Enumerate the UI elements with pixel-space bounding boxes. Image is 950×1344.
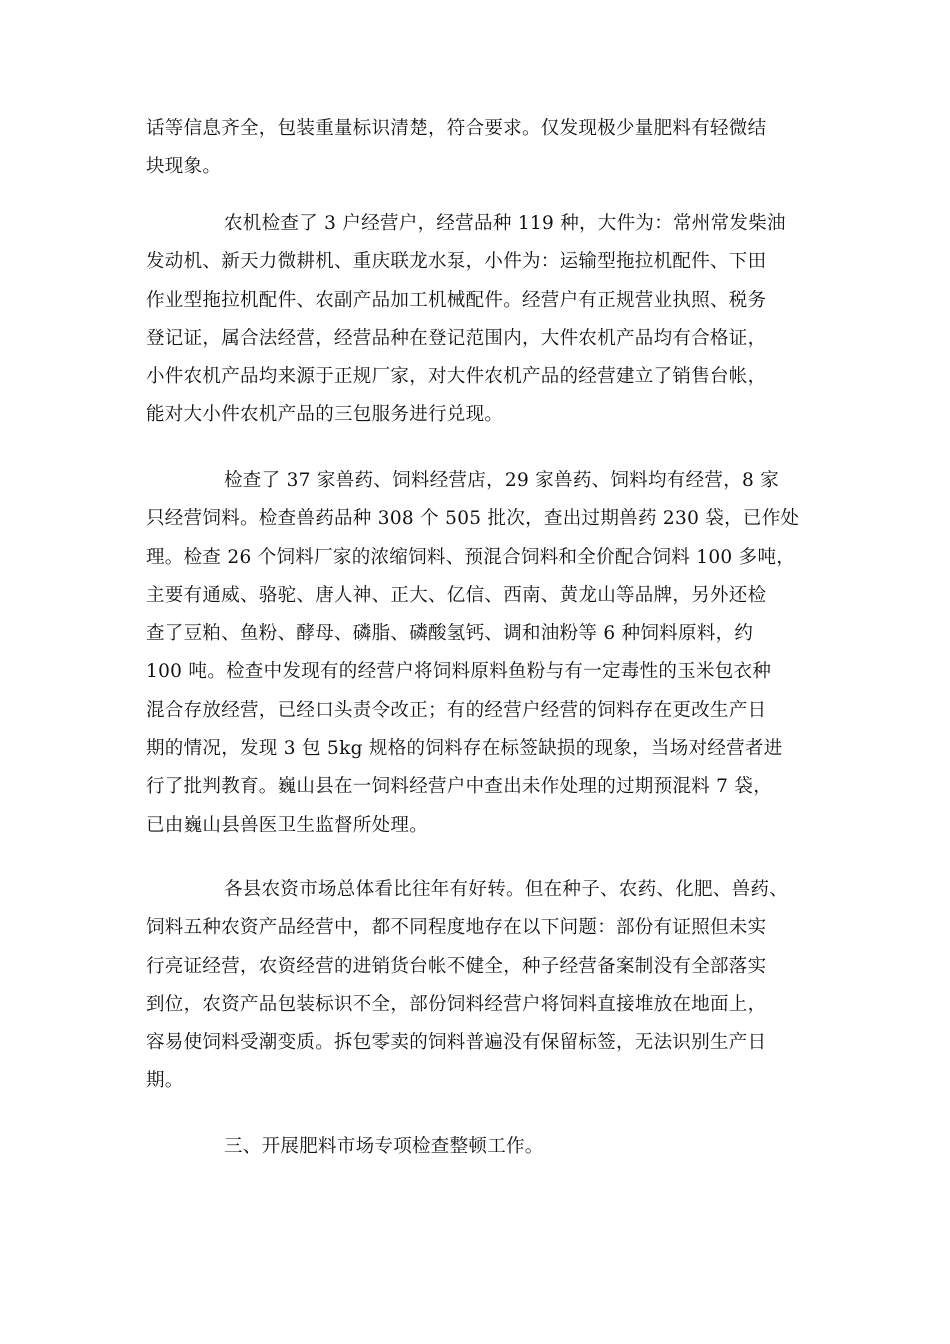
text-line: 主要有通威、骆驼、唐人神、正大、亿信、西南、黄龙山等品牌，另外还检	[146, 584, 767, 606]
paragraph-agricultural-machinery	[146, 205, 810, 435]
paragraph-market-summary	[146, 871, 810, 1101]
paragraph-veterinary-feed	[146, 462, 810, 845]
text-line: 混合存放经营，已经口头责令改正；有的经营户经营的饲料存在更改生产日	[146, 699, 767, 721]
text-line: 查了豆粕、鱼粉、酵母、磷脂、磷酸氢钙、调和油粉等 6 种饲料原料，约	[146, 623, 754, 645]
text-line: 饲料五种农资产品经营中，都不同程度地存在以下问题：部份有证照但未实	[146, 917, 767, 939]
paragraph-fertilizer-end	[146, 110, 810, 187]
text-line: 行了批判教育。巍山县在一饲料经营户中查出未作处理的过期预混料 7 袋，	[146, 776, 773, 798]
text-line: 小件农机产品均来源于正规厂家，对大件农机产品的经营建立了销售台帐，	[146, 366, 767, 388]
text-line: 容易使饲料受潮变质。拆包零卖的饲料普遍没有保留标签，无法识别生产日	[146, 1032, 767, 1054]
text-line: 登记证，属合法经营，经营品种在登记范围内，大件农机产品均有合格证，	[146, 327, 767, 349]
text-line: 已由巍山县兽医卫生监督所处理。	[146, 814, 429, 836]
text-line: 理。检查 26 个饲料厂家的浓缩饲料、预混合饲料和全价配合饲料 100 多吨，	[146, 546, 796, 568]
section-heading	[146, 1128, 810, 1166]
text-line: 各县农资市场总体看比往年有好转。但在种子、农药、化肥、兽药、	[224, 879, 789, 900]
text-line: 检查了 37 家兽药、饲料经营店，29 家兽药、饲料均有经营，8 家	[224, 470, 780, 491]
section-heading-text: 三、开展肥料市场专项检查整顿工作。	[224, 1136, 544, 1157]
text-line: 期的情况，发现 3 包 5kg 规格的饲料存在标签缺损的现象，当场对经营者进	[146, 738, 783, 760]
text-line: 作业型拖拉机配件、农副产品加工机械配件。经营户有正规营业执照、税务	[146, 289, 767, 311]
text-line: 只经营饲料。检查兽药品种 308 个 505 批次，查出过期兽药 230 袋，已作处	[146, 508, 800, 530]
text-line: 发动机、新天力微耕机、重庆联龙水泵，小件为：运输型拖拉机配件、下田	[146, 251, 767, 273]
text-line: 到位，农资产品包装标识不全，部份饲料经营户将饲料直接堆放在地面上，	[146, 993, 767, 1015]
text-line: 行亮证经营，农资经营的进销货台帐不健全，种子经营备案制没有全部落实	[146, 955, 767, 977]
text-line: 100 吨。检查中发现有的经营户将饲料原料鱼粉与有一定毒性的玉米包衣种	[146, 661, 772, 683]
text-line: 农机检查了 3 户经营户，经营品种 119 种，大件为：常州常发柴油	[224, 213, 786, 234]
text-line: 话等信息齐全，包装重量标识清楚，符合要求。仅发现极少量肥料有轻微结	[146, 118, 767, 139]
text-line: 期。	[146, 1070, 184, 1092]
text-line: 能对大小件农机产品的三包服务进行兑现。	[146, 404, 504, 426]
text-line: 块现象。	[146, 156, 222, 178]
